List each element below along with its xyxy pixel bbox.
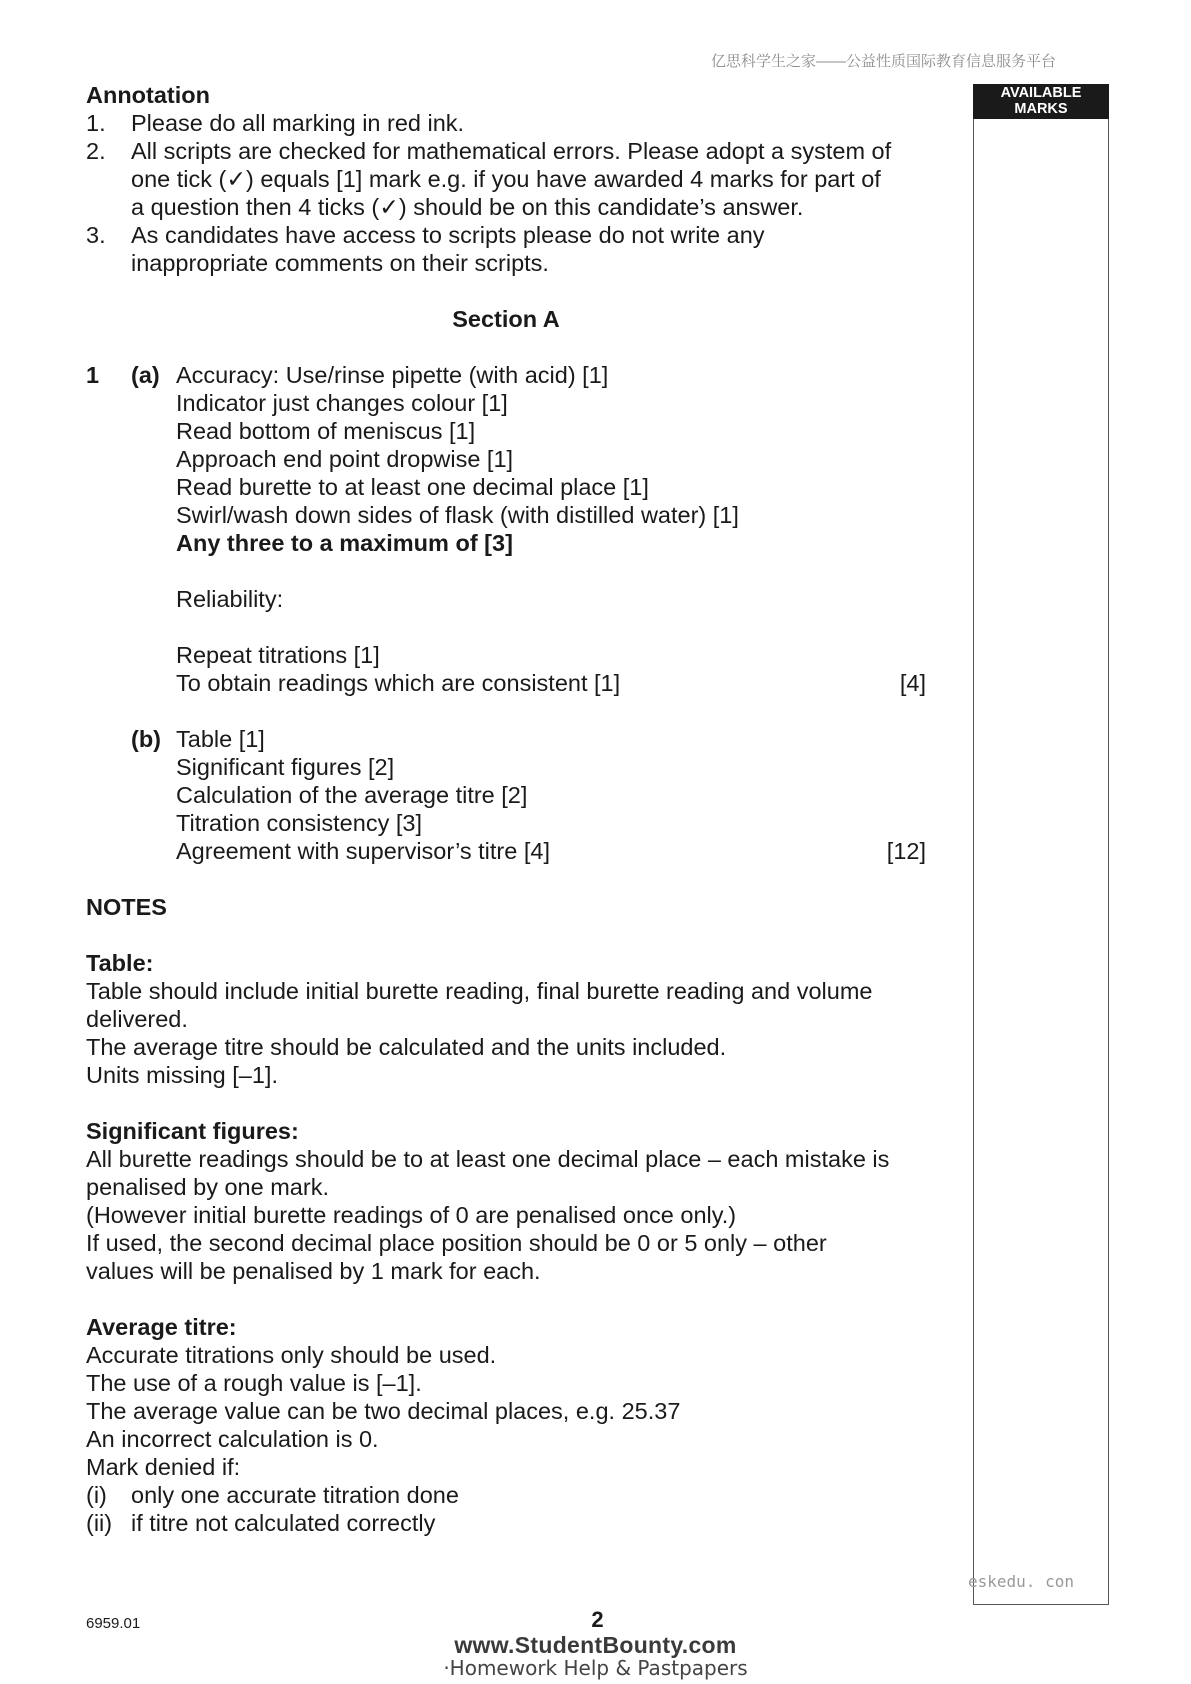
part-b-marks: [12] bbox=[886, 838, 926, 864]
list-num: (ii) bbox=[86, 1510, 113, 1536]
notes-line: delivered. bbox=[86, 1006, 188, 1032]
annotation-item-line: As candidates have access to scripts please do not write any bbox=[131, 222, 765, 248]
reliability-heading: Reliability: bbox=[176, 586, 284, 612]
annotation-item-num: 1. bbox=[86, 110, 106, 136]
brand-line-2: ·Homework Help & Pastpapers bbox=[443, 1656, 748, 1680]
notes-line: penalised by one mark. bbox=[86, 1174, 329, 1200]
part-b-label: (b) bbox=[131, 726, 162, 752]
section-title: Section A bbox=[452, 306, 560, 332]
brand-line-1: www.StudentBounty.com bbox=[454, 1632, 737, 1658]
notes-line: Accurate titrations only should be used. bbox=[86, 1342, 497, 1368]
notes-line: The average titre should be calculated and the units included. bbox=[86, 1034, 727, 1060]
notes-line: Mark denied if: bbox=[86, 1454, 241, 1480]
notes-line: The use of a rough value is [–1]. bbox=[86, 1370, 422, 1396]
annotation-item-line: a question then 4 ticks (✓) should be on this candidate’s answer. bbox=[131, 194, 804, 220]
page-number: 2 bbox=[591, 1607, 604, 1632]
site-header-cn: 亿思科学生之家——公益性质国际教育信息服务平台 bbox=[710, 53, 1056, 70]
annotation-heading: Annotation bbox=[86, 82, 210, 108]
mark-point: Table [1] bbox=[176, 726, 265, 752]
annotation-item-line: inappropriate comments on their scripts. bbox=[131, 250, 549, 276]
mark-point: Accuracy: Use/rinse pipette (with acid) [1] bbox=[176, 362, 609, 388]
mark-point: Swirl/wash down sides of flask (with distilled water) [1] bbox=[176, 502, 739, 528]
mark-point: Significant figures [2] bbox=[176, 754, 395, 780]
mark-point: Titration consistency [3] bbox=[176, 810, 422, 836]
available-marks-column bbox=[973, 85, 1109, 1605]
available-marks-label-2: MARKS bbox=[1014, 101, 1068, 117]
notes-line: An incorrect calculation is 0. bbox=[86, 1426, 379, 1452]
list-text: only one accurate titration done bbox=[131, 1482, 459, 1508]
notes-line: (However initial burette readings of 0 are penalised once only.) bbox=[86, 1202, 737, 1228]
notes-line: Table should include initial burette reading, final burette reading and volume bbox=[86, 978, 873, 1004]
annotation-item-num: 2. bbox=[86, 138, 106, 164]
available-marks-label-1: AVAILABLE bbox=[1000, 85, 1082, 101]
watermark-text: eskedu. con bbox=[968, 1572, 1074, 1591]
mark-point: Indicator just changes colour [1] bbox=[176, 390, 508, 416]
available-marks-header bbox=[973, 84, 1109, 119]
mark-point: Read burette to at least one decimal place [1] bbox=[176, 474, 649, 500]
notes-line: If used, the second decimal place position should be 0 or 5 only – other bbox=[86, 1230, 827, 1256]
part-a-label: (a) bbox=[131, 362, 160, 388]
mark-point: Calculation of the average titre [2] bbox=[176, 782, 528, 808]
annotation-item-line: Please do all marking in red ink. bbox=[131, 110, 465, 136]
notes-average-heading: Average titre: bbox=[86, 1314, 237, 1340]
notes-sigfigs-heading: Significant figures: bbox=[86, 1118, 299, 1144]
paper-code: 6959.01 bbox=[86, 1615, 141, 1632]
mark-point: Agreement with supervisor’s titre [4] bbox=[176, 838, 550, 864]
max-note: Any three to a maximum of [3] bbox=[176, 530, 513, 556]
notes-line: values will be penalised by 1 mark for each. bbox=[86, 1258, 541, 1284]
annotation-item-num: 3. bbox=[86, 222, 106, 248]
mark-point: To obtain readings which are consistent [1] bbox=[176, 670, 621, 696]
notes-line: All burette readings should be to at least one decimal place – each mistake is bbox=[86, 1146, 890, 1172]
mark-point: Repeat titrations [1] bbox=[176, 642, 380, 668]
notes-table-heading: Table: bbox=[86, 950, 154, 976]
question-number: 1 bbox=[86, 362, 100, 388]
notes-line: The average value can be two decimal places, e.g. 25.37 bbox=[86, 1398, 681, 1424]
notes-line: Units missing [–1]. bbox=[86, 1062, 278, 1088]
part-a-marks: [4] bbox=[899, 670, 926, 696]
list-text: if titre not calculated correctly bbox=[131, 1510, 436, 1536]
annotation-item-line: one tick (✓) equals [1] mark e.g. if you have awarded 4 marks for part of bbox=[131, 166, 881, 192]
notes-heading: NOTES bbox=[86, 894, 167, 920]
annotation-item-line: All scripts are checked for mathematical errors. Please adopt a system of bbox=[131, 138, 892, 164]
mark-point: Approach end point dropwise [1] bbox=[176, 446, 514, 472]
list-num: (i) bbox=[86, 1482, 107, 1508]
mark-point: Read bottom of meniscus [1] bbox=[176, 418, 476, 444]
